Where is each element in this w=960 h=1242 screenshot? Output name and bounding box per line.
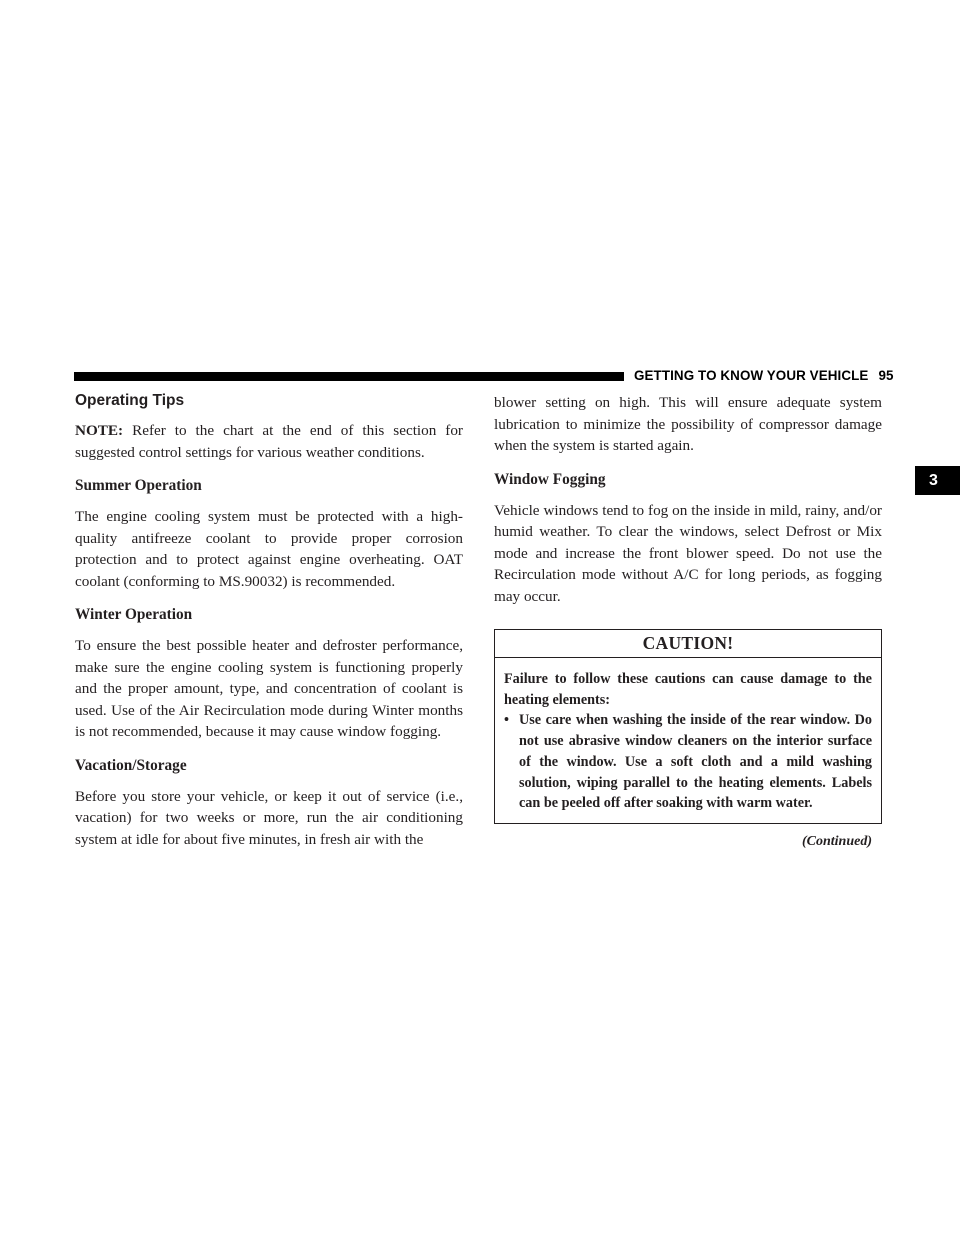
- window-fogging-heading: Window Fogging: [494, 470, 606, 488]
- summer-operation-text: The engine cooling system must be protected with a high-quality antifreeze coolant to provide proper corrosion protection and to protect against engine overheating. OAT coolant (conforming to MS.90032) is recommended.: [75, 508, 463, 590]
- caution-body: [495, 658, 881, 823]
- page-number: 95: [878, 368, 894, 383]
- note-paragraph: [75, 420, 463, 463]
- header-rule: [74, 372, 624, 381]
- vacation-storage-text: Before you store your vehicle, or keep it out of service (i.e., vacation) for two weeks or more, run the air conditioning system at idle for about five minutes, in fresh air with the: [75, 787, 463, 848]
- left-column: [75, 392, 463, 863]
- window-fogging-text: Vehicle windows tend to fog on the inside in mild, rainy, and/or humid weather. To clear the windows, select Defrost or Mix mode and increase the front blower speed. Do not use the Recirculation mode without A/C for long periods, as fogging may occur.: [494, 501, 882, 605]
- note-label: NOTE:: [75, 422, 124, 439]
- running-header: [634, 368, 894, 383]
- caution-bullet-text: Use care when washing the inside of the rear window. Do not use abrasive window cleaners on the interior surface of the window. Use a soft cloth and a mild washing solution, wiping parallel to the heating elements. Labels can be peeled off after soaking with warm water.: [519, 712, 872, 812]
- caution-intro: Failure to follow these cautions can cause damage to the heating elements:: [504, 671, 872, 708]
- caution-title: CAUTION!: [495, 630, 881, 658]
- winter-operation-text: To ensure the best possible heater and defroster performance, make sure the engine cooling system is functioning properly and the proper amount, type, and concentration of coolant is used. Use of the Air Recirculation mode during Winter months is not recommended, because it may cause window fogging.: [75, 637, 463, 740]
- right-column: [494, 392, 882, 850]
- vacation-storage-heading: Vacation/Storage: [75, 756, 187, 774]
- caution-bullet: [504, 710, 872, 814]
- chapter-tab: 3: [915, 466, 960, 495]
- note-text: Refer to the chart at the end of this section for suggested control settings for various weather conditions.: [75, 422, 463, 461]
- winter-operation-heading: Winter Operation: [75, 606, 193, 623]
- operating-tips-heading: Operating Tips: [75, 392, 185, 409]
- caution-box: [494, 629, 882, 824]
- continued-label: (Continued): [801, 833, 872, 849]
- bullet-icon: •: [504, 712, 509, 729]
- summer-operation-heading: Summer Operation: [75, 477, 202, 494]
- vacation-storage-continued: blower setting on high. This will ensure adequate system lubrication to minimize the possibility of compressor damage when the system is started again.: [494, 394, 882, 454]
- section-title: GETTING TO KNOW YOUR VEHICLE: [634, 368, 869, 383]
